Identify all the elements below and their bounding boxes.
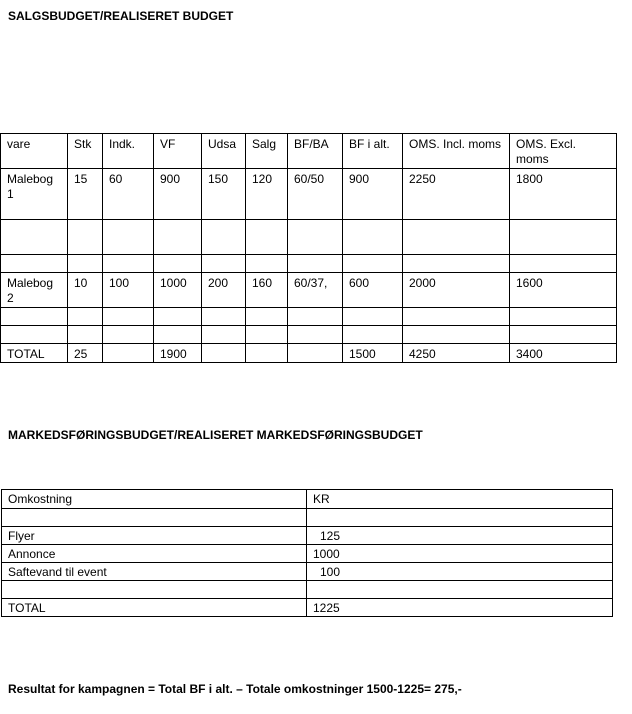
table-cell xyxy=(343,308,403,326)
table-row xyxy=(2,563,613,581)
table-cell xyxy=(1,255,68,273)
table-cell xyxy=(403,326,510,344)
table-cell: 160 xyxy=(246,273,288,308)
table-cell xyxy=(202,326,246,344)
table-cell: Flyer xyxy=(2,527,307,545)
campaign-result: Resultat for kampagnen = Total BF i alt. – Totale omkostninger 1500-1225= 275,- xyxy=(8,682,462,696)
header-cell: OMS. Excl. moms xyxy=(510,134,617,169)
table-cell xyxy=(343,255,403,273)
table-cell: 120 xyxy=(246,169,288,220)
table-cell xyxy=(1,326,68,344)
table-row xyxy=(1,273,617,308)
table-cell xyxy=(246,344,288,363)
cost-header-row xyxy=(2,490,613,509)
table-cell xyxy=(246,326,288,344)
table-cell xyxy=(154,255,202,273)
table-row xyxy=(2,581,613,599)
table-cell xyxy=(103,326,154,344)
sales-header-row xyxy=(1,134,617,169)
marketing-budget-title: MARKEDSFØRINGSBUDGET/REALISERET MARKEDSFØRINGSBUDGET xyxy=(8,428,423,442)
table-cell xyxy=(403,220,510,255)
table-cell: 1900 xyxy=(154,344,202,363)
table-cell: 60 xyxy=(103,169,154,220)
header-cell: KR xyxy=(307,490,613,509)
table-cell: Malebog 2 xyxy=(1,273,68,308)
sales-budget-table xyxy=(0,133,617,363)
table-cell: 600 xyxy=(343,273,403,308)
table-row xyxy=(1,169,617,220)
table-cell: TOTAL xyxy=(2,599,307,617)
table-cell: 60/37, xyxy=(288,273,343,308)
header-cell: Omkostning xyxy=(2,490,307,509)
table-cell xyxy=(288,344,343,363)
table-cell xyxy=(288,308,343,326)
table-cell xyxy=(68,326,103,344)
table-cell xyxy=(1,220,68,255)
table-cell: 25 xyxy=(68,344,103,363)
table-cell: 15 xyxy=(68,169,103,220)
table-cell: 10 xyxy=(68,273,103,308)
table-cell xyxy=(510,308,617,326)
table-cell: 60/50 xyxy=(288,169,343,220)
table-cell xyxy=(154,308,202,326)
header-cell: BF i alt. xyxy=(343,134,403,169)
table-cell: TOTAL xyxy=(1,344,68,363)
table-cell: 900 xyxy=(343,169,403,220)
table-cell xyxy=(307,581,613,599)
table-cell xyxy=(2,509,307,527)
table-cell xyxy=(403,255,510,273)
table-cell: 100 xyxy=(307,563,613,581)
table-cell xyxy=(68,220,103,255)
table-cell: 100 xyxy=(103,273,154,308)
table-cell xyxy=(202,344,246,363)
table-cell xyxy=(343,326,403,344)
header-cell: Stk xyxy=(68,134,103,169)
table-cell xyxy=(202,308,246,326)
table-cell xyxy=(68,308,103,326)
table-cell xyxy=(510,255,617,273)
table-cell xyxy=(2,581,307,599)
table-cell xyxy=(202,255,246,273)
table-cell: 1500 xyxy=(343,344,403,363)
table-cell: 2250 xyxy=(403,169,510,220)
table-cell xyxy=(103,220,154,255)
table-cell xyxy=(510,326,617,344)
table-cell: 1000 xyxy=(154,273,202,308)
table-cell: 1225 xyxy=(307,599,613,617)
table-row xyxy=(1,326,617,344)
table-cell xyxy=(154,220,202,255)
table-cell xyxy=(403,308,510,326)
header-cell: OMS. Incl. moms xyxy=(403,134,510,169)
table-cell xyxy=(288,326,343,344)
table-cell xyxy=(68,255,103,273)
sales-budget-title: SALGSBUDGET/REALISERET BUDGET xyxy=(8,9,234,23)
table-cell: 2000 xyxy=(403,273,510,308)
table-cell xyxy=(246,220,288,255)
table-cell: 200 xyxy=(202,273,246,308)
table-row xyxy=(2,509,613,527)
header-cell: BF/BA xyxy=(288,134,343,169)
table-cell: Malebog 1 xyxy=(1,169,68,220)
header-cell: VF xyxy=(154,134,202,169)
table-cell xyxy=(103,344,154,363)
table-cell xyxy=(103,308,154,326)
table-cell xyxy=(246,308,288,326)
table-cell xyxy=(343,220,403,255)
table-cell: 900 xyxy=(154,169,202,220)
table-cell: 3400 xyxy=(510,344,617,363)
table-row xyxy=(1,220,617,255)
table-cell xyxy=(1,308,68,326)
table-cell: 1000 xyxy=(307,545,613,563)
table-cell: 150 xyxy=(202,169,246,220)
table-cell xyxy=(510,220,617,255)
table-cell xyxy=(202,220,246,255)
table-cell xyxy=(246,255,288,273)
table-cell: 4250 xyxy=(403,344,510,363)
table-cell: Saftevand til event xyxy=(2,563,307,581)
table-row xyxy=(2,527,613,545)
table-cell xyxy=(288,255,343,273)
header-cell: Indk. xyxy=(103,134,154,169)
table-row xyxy=(1,255,617,273)
total-row xyxy=(2,599,613,617)
table-cell: 125 xyxy=(307,527,613,545)
table-cell xyxy=(103,255,154,273)
table-cell: 1600 xyxy=(510,273,617,308)
table-row xyxy=(2,545,613,563)
table-cell xyxy=(288,220,343,255)
table-row xyxy=(1,308,617,326)
marketing-budget-table xyxy=(1,489,613,617)
header-cell: Salg xyxy=(246,134,288,169)
table-cell: Annonce xyxy=(2,545,307,563)
total-row xyxy=(1,344,617,363)
table-cell: 1800 xyxy=(510,169,617,220)
table-cell xyxy=(307,509,613,527)
header-cell: vare xyxy=(1,134,68,169)
table-cell xyxy=(154,326,202,344)
header-cell: Udsa xyxy=(202,134,246,169)
